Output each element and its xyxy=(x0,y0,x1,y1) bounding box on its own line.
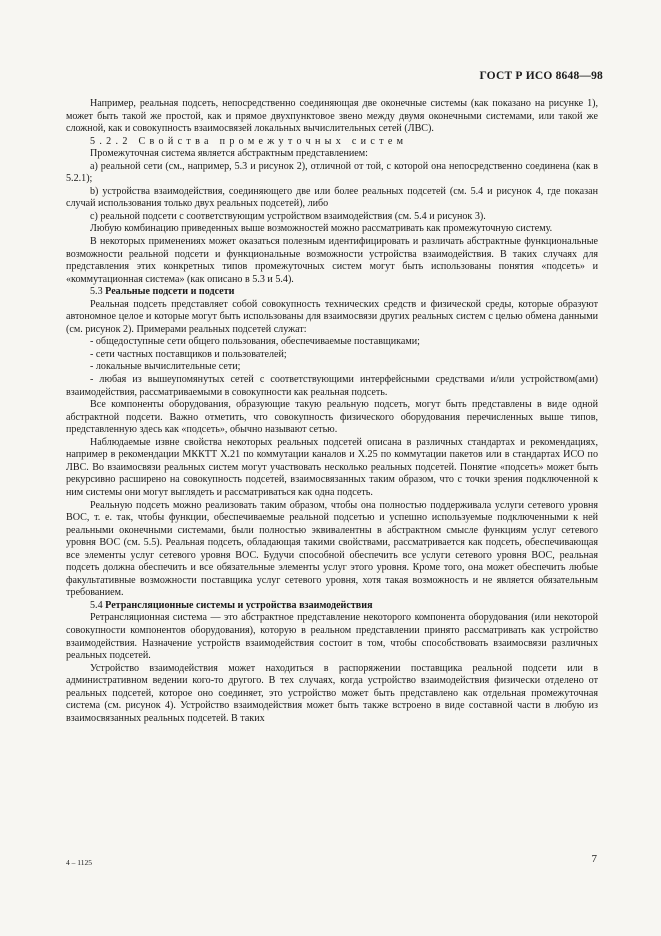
list-item: - сети частных поставщиков и пользователей; xyxy=(90,348,287,360)
print-code: 4 – 1125 xyxy=(66,858,92,867)
section-title: Реальные подсети и подсети xyxy=(105,286,235,298)
paragraph: Любую комбинацию приведенных выше возможностей можно рассматривать как промежуточную систему. xyxy=(90,223,553,235)
subsection-heading: 5.2.2 Свойства промежуточных систем xyxy=(90,135,408,147)
section-number: 5.4 xyxy=(90,599,103,611)
list-item: - общедоступные сети общего пользования, обеспечиваемые поставщиками; xyxy=(90,336,420,348)
list-item: b) устройства взаимодействия, соединяющего две или более реальных подсетей (см. 5.4 и рисунок 4, где показан случай использования только двух реальных подсетей), либо xyxy=(66,185,598,210)
list-item: - локальные вычислительные сети; xyxy=(90,361,241,373)
paragraph: Устройство взаимодействия может находиться в распоряжении поставщика реальной подсети или в административном ведении кого-то другого. В тех случаях, когда устройство взаимодействия физически отделено от реальных подсетей, которое оно соединяет, это устройство может быть представлено как отдельная промежуточная система (см. рисунок 4). Устройство взаимодействия может быть также встроено в виде составной части в любую из взаимосвязанных реальных подсетей. В таких xyxy=(66,662,598,724)
list-item: a) реальной сети (см., например, 5.3 и рисунок 2), отличной от той, с которой она непосредственно соединена (как в 5.2.1); xyxy=(66,160,598,185)
list-item: - любая из вышеупомянутых сетей с соответствующими интерфейсными средствами и/или устройством(ами) взаимодействия, рассматриваемыми в совокупности как реальная подсеть. xyxy=(66,374,598,398)
paragraph: Например, реальная подсеть, непосредственно соединяющая две оконечные системы (как показано на рисунке 1), может быть такой же простой, как и прямое двухпунктовое звено между двумя оконечными системами, или такой же сложной, как и совокупность взаимосвязей локальных вычислительных сетей (ЛВС). xyxy=(66,98,598,135)
section-title: Ретрансляционные системы и устройства взаимодействия xyxy=(105,599,373,611)
page-number: 7 xyxy=(591,853,597,865)
list-item: c) реальной подсети с соответствующим устройством взаимодействия (см. 5.4 и рисунок 3). xyxy=(90,210,486,222)
paragraph: В некоторых применениях может оказаться полезным идентифицировать и различать абстрактные функциональные возможности реальной подсети и функциональные возможности устройства взаимодействия. В таких случаях для представления этих конкретных типов промежуточных систем могут быть использованы понятия «подсеть» и «коммутационная система» (как описано в 5.3 и 5.4). xyxy=(66,236,598,285)
section-heading xyxy=(66,600,598,613)
section-heading xyxy=(66,286,598,299)
paragraph: Ретрансляционная система — это абстрактное представление некоторого компонента оборудования (или некоторой совокупности компонентов оборудования), которую в реальном представлении принято рассматривать как устройство взаимодействия. Назначение устройств взаимодействия состоит в том, чтобы способствовать взаимосвязи различных реальных подсетей. xyxy=(66,612,598,662)
document-header: ГОСТ Р ИСО 8648—98 xyxy=(479,70,603,82)
paragraph: Промежуточная система является абстрактным представлением: xyxy=(90,148,368,160)
section-number: 5.3 xyxy=(90,286,103,298)
paragraph: Наблюдаемые извне свойства некоторых реальных подсетей описана в различных стандартах и рекомендациях, например в рекомендации МККТТ Х.21 по коммутации каналов и Х.25 по коммутации пакетов или в стандартах ИСО по ЛВС. Во взаимосвязи реальных систем могут участвовать несколько реальных подсетей. Понятие «подсеть» может быть рекурсивно расширено на совокупность подсетей, взаимосвязанных таким образом, что с точки зрения подключенной к ним системы они могут выглядеть и рассматриваться как одна подсеть. xyxy=(66,436,598,498)
paragraph: Реальная подсеть представляет собой совокупность технических средств и физической среды, которые образуют автономное целое и которые могут быть использованы для взаимосвязи других реальных систем с целью обмена данными (см. рисунок 2). Примерами реальных подсетей служат: xyxy=(66,298,598,335)
paragraph: Реальную подсеть можно реализовать таким образом, чтобы она полностью поддерживала услуги сетевого уровня ВОС, т. е. так, чтобы функции, обеспечиваемые реальной подсетью и успешно используемые подключенными к ней реальными оконечными системами, были полностью эквивалентны в абстрактном смысле функциям услуг сетевого уровня ВОС (см. 5.5). Реальная подсеть, обладающая такими свойствами, рассматривается как подсеть, обеспечивающая все элементы услуг сетевого уровня ВОС. Будучи способной обеспечить все услуги сетевого уровня ВОС, реальная подсеть должна обеспечить и все обязательные элементы услуг этого уровня. Кроме того, она может обеспечить любые факультативные возможности поставщика услуг сетевого уровня, хотя такая возможность и не является обязательным требованием. xyxy=(66,499,598,599)
document-body xyxy=(66,98,598,725)
paragraph: Все компоненты оборудования, образующие такую реальную подсеть, могут быть представлены в виде одной абстрактной подсети. Важно отметить, что совокупность физического оборудования перечисленных выше типов, представленную здесь как «подсеть», обычно называют сетью. xyxy=(66,399,598,436)
